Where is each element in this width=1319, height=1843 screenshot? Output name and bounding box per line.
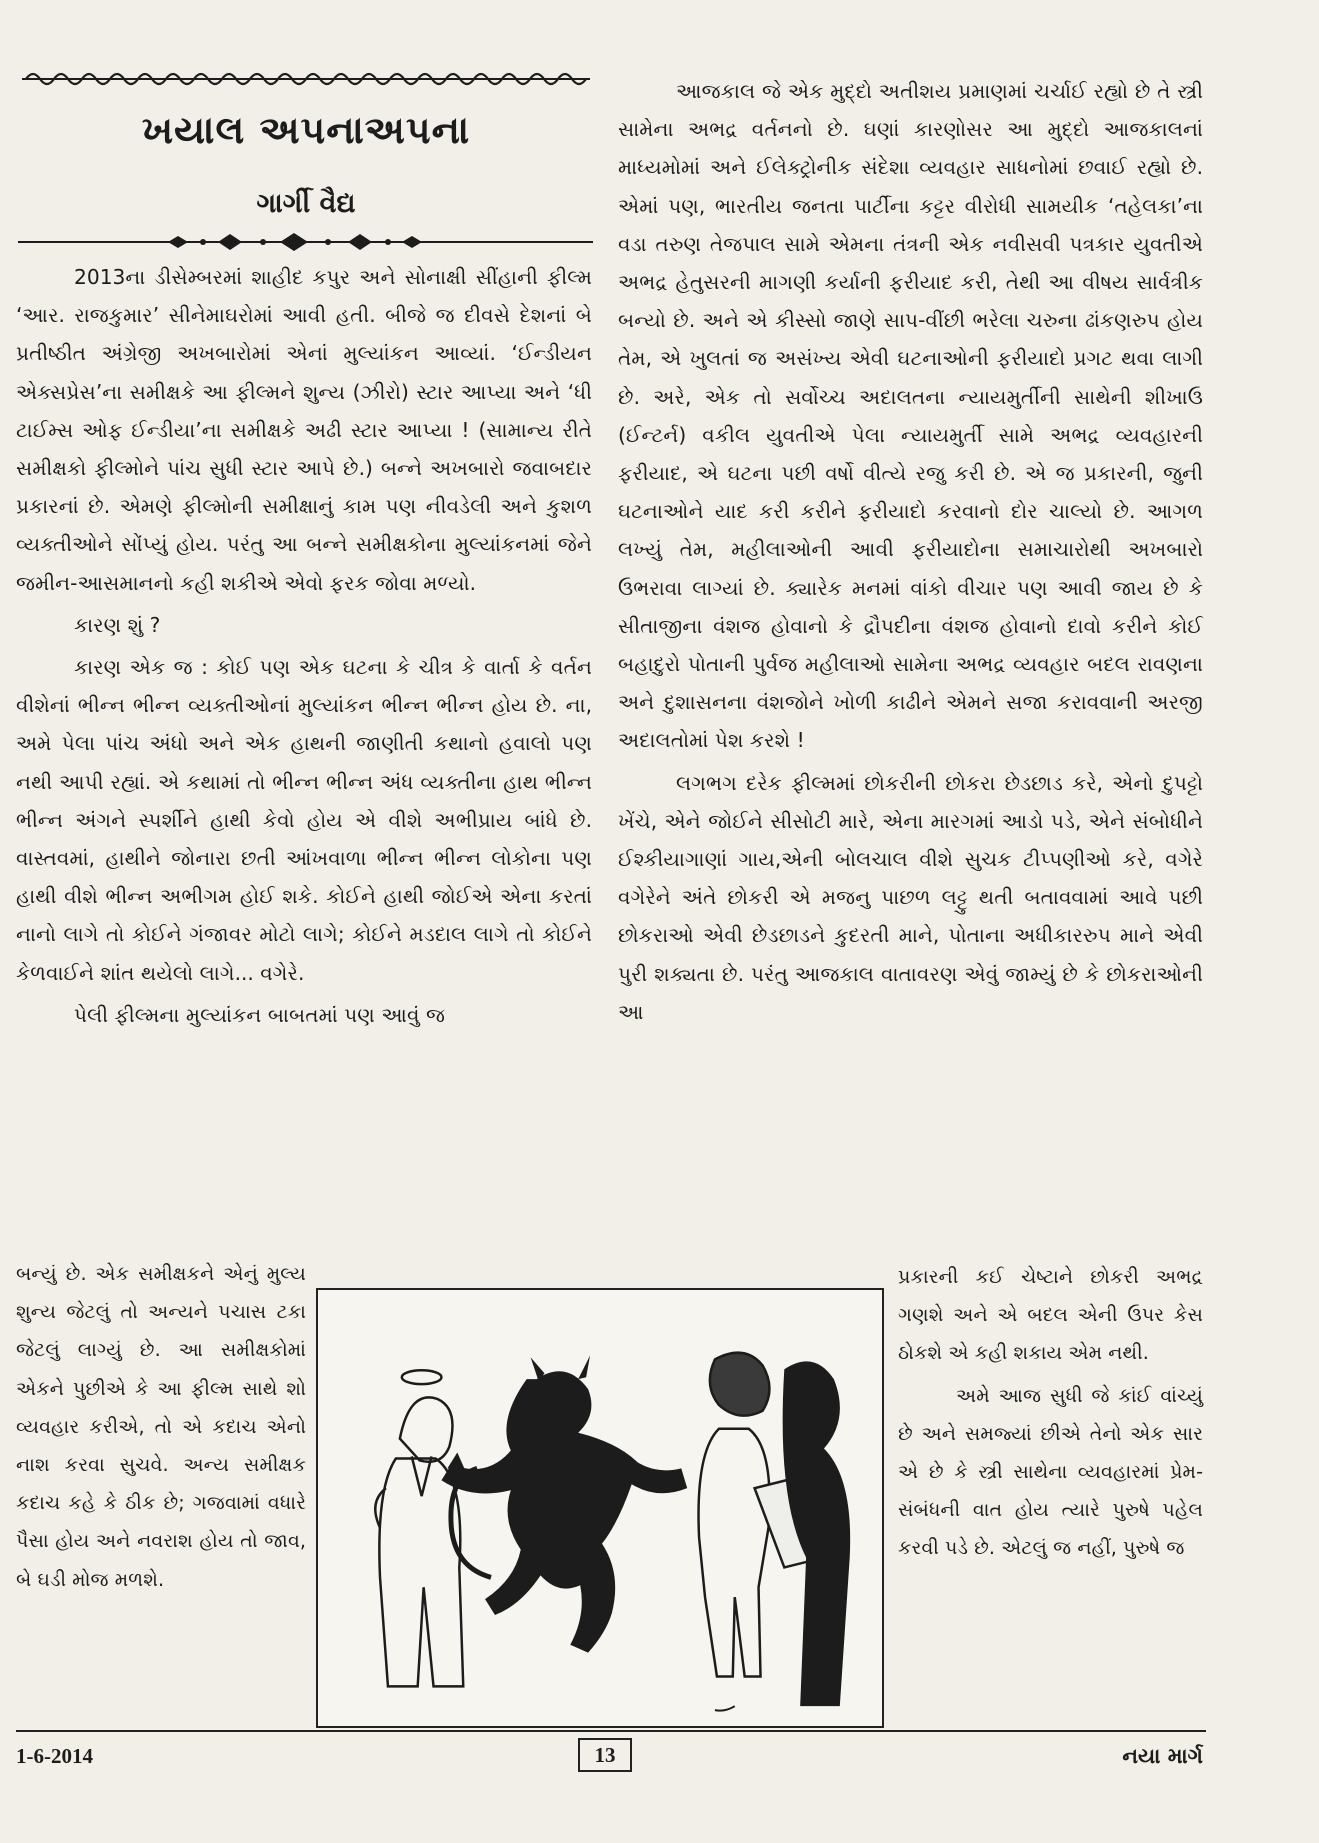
paragraph-films: લગભગ દરેક ફીલ્મમાં છોકરીની છોકરા છેડછાડ કરે, એનો દુપટ્ટો ખેંચે, એને જોઈને સીસોટી મારે, એના મારગમાં આડો પડે, એને સંબોધીને ઈશ્કીયાગાણાં ગાય,એની બોલચાલ વીશે સુચક ટીપ્પણીઓ કરે, વગેરે વગેરેને અંતે છોકરી એ મજનુ પાછળ લટ્ટુ થતી બતાવવામાં આવે પછી છોકરાઓ એવી છેડછાડને કુદરતી માને, પોતાના અધીકારરુપ માને એવી પુરી શક્યતા છે. પરંતુ આજકાલ વાતાવરણ એવું જામ્યું છે કે છોકરાઓની આ: [618, 770, 1203, 1024]
paragraph-reason: કારણ એક જ : કોઈ પણ એક ઘટના કે ચીત્ર કે વાર્તા કે વર્તન વીશેનાં ભીન્ન ભીન્ન વ્યક્તીઓનાં મુલ્યાંકન ભીન્ન ભીન્ન હોય છે. ના, અમે પેલા પાંચ અંધો અને એક હાથની જાણીતી કથાનો હવાલો પણ નથી આપી રહ્યાં. એ કથામાં તો ભીન્ન ભીન્ન અંધ વ્યક્તીના હાથ ભીન્ન ભીન્ન અંગને સ્પર્શીને હાથી કેવો હોય એ વીશે અભીપ્રાય બાંધે છે. વાસ્તવમાં, હાથીને જોનારા છતી આંખવાળા ભીન્ન ભીન્ન લોકોના પણ હાથી વીશે ભીન્ન અભીગમ હોઈ શકે. કોઈને હાથી જોઈએ એના કરતાં નાનો લાગે તો કોઈને ગંજાવર મોટો લાગે; કોઈને મડદાલ લાગે તો કોઈને કેળવાઈને શાંત થયેલો લાગે... વગેરે.: [16, 655, 592, 985]
article-author: ગાર્ગી વૈદ્ય: [256, 188, 356, 219]
issue-date: 1-6-2014: [16, 1744, 93, 1768]
right-column-text: [618, 72, 1203, 1031]
paragraph-question: કારણ શું ?: [74, 612, 161, 637]
decorative-scroll-border: [22, 68, 590, 90]
paragraph-film-lead: પેલી ફીલ્મના મુલ્યાંકન બાબતમાં પણ આવું જ: [74, 1002, 446, 1027]
cartoon-drawing: [318, 1290, 882, 1726]
left-narrow-text: [16, 1255, 306, 1599]
article-title: ખયાલ અપનાઅપના: [141, 108, 471, 152]
ornamental-divider: [18, 230, 593, 254]
page-number: 13: [578, 1738, 632, 1772]
right-narrow-text: [898, 1258, 1203, 1568]
footer-rule: [16, 1730, 1206, 1732]
paragraph-critics: બન્યું છે. એક સમીક્ષકને એનું મુલ્ય શુન્ય જેટલું તો અન્યને પચાસ ટકા જેટલું લાગ્યું છે. આ સમીક્ષકોમાં એકને પુછીએ કે આ ફીલ્મ સાથે શો વ્યવહાર કરીએ, તો એ કદાચ એનો નાશ કરવા સુચવે. અન્ય સમીક્ષક કદાચ કહે કે ઠીક છે; ગજવામાં વધારે પૈસા હોય અને નવરાશ હોય તો જાવ, બે ઘડી મોજ મળશે.: [16, 1262, 306, 1591]
paragraph-intro: 2013ના ડીસેમ્બરમાં શાહીદ કપુર અને સોનાક્ષી સીંહાની ફીલ્મ ‘આર. રાજકુમાર’ સીનેમાઘરોમાં આવી હતી. બીજે જ દીવસે દેશનાં બે પ્રતીષ્ઠીત અંગ્રેજી અખબારોમાં એનાં મુલ્યાંકન આવ્યાં. ‘ઈન્ડીયન એક્સપ્રેસ’ના સમીક્ષકે આ ફીલ્મને શુન્ય (ઝીરો) સ્ટાર આપ્યા અને ‘ધી ટાઈમ્સ ઓફ ઈન્ડીયા’ના સમીક્ષકે અઢી સ્ટાર આપ્યા ! (સામાન્ય રીતે સમીક્ષકો ફીલ્મોને પાંચ સુધી સ્ટાર આપે છે.) બન્ને અખબારો જવાબદાર પ્રકારનાં છે. એમણે ફીલ્મોની સમીક્ષાનું કામ પણ નીવડેલી અને કુશળ વ્યક્તીઓને સોંપ્યું હોય. પરંતુ આ બન્ને સમીક્ષકોના મુલ્યાંકનમાં જેને જમીન-આસમાનનો કહી શકીએ એવો ફરક જોવા મળ્યો.: [16, 265, 592, 595]
cartoon-illustration: [316, 1288, 884, 1728]
paragraph-gesture: પ્રકારની કઈ ચેષ્ટાને છોકરી અભદ્ર ગણશે અને એ બદલ એની ઉપર કેસ ઠોકશે એ કહી શકાય એમ નથી.: [898, 1265, 1203, 1365]
paragraph-conclusion: અમે આજ સુધી જે કાંઈ વાંચ્યું છે અને સમજ્યાં છીએ તેનો એક સાર એ છે કે સ્ત્રી સાથેના વ્યવહારમાં પ્રેમ-સંબંધની વાત હોય ત્યારે પુરુષે પહેલ કરવી પડે છે. એટલું જ નહીં, પુરુષે જ: [898, 1383, 1203, 1560]
paragraph-harassment: આજકાલ જે એક મુદ્દો અતીશય પ્રમાણમાં ચર્ચાઈ રહ્યો છે તે સ્ત્રી સામેના અભદ્ર વર્તનનો છે. ઘણાં કારણોસર આ મુદ્દો આજકાલનાં માધ્યમોમાં અને ઈલેક્ટ્રોનીક સંદેશા વ્યવહાર સાધનોમાં છવાઈ રહ્યો છે. એમાં પણ, ભારતીય જનતા પાર્ટીના કટ્ટર વીરોધી સામયીક ‘તહેલકા’ના વડા તરુણ તેજપાલ સામે એમના તંત્રની એક નવીસવી પત્રકાર યુવતીએ અભદ્ર હેતુસરની માગણી કર્યાની ફરીયાદ કરી, તેથી આ વીષય સાર્વત્રીક બન્યો છે. અને એ કીસ્સો જાણે સાપ-વીંછી ભરેલા ચરુના ઢાંકણરુપ હોય તેમ, એ ખુલતાં જ અસંખ્ય એવી ઘટનાઓની ફરીયાદો પ્રગટ થવા લાગી છે. અરે, એક તો સર્વોચ્ચ અદાલતના ન્યાયમુર્તીની સાથેની શીખાઉ (ઈન્ટર્ન) વકીલ યુવતીએ પેલા ન્યાયમુર્તી સામે અભદ્ર વ્યવહારની ફરીયાદ, એ ઘટના પછી વર્ષો વીત્યે રજુ કરી છે. એ જ પ્રકારની, જુની ઘટનાઓને યાદ કરી કરીને ફરીયાદો કરવાનો દોર ચાલ્યો છે. આગળ લખ્યું તેમ, મહીલાઓની આવી ફરીયાદોના સમાચારોથી અખબારો ઉભરાવા લાગ્યાં છે. ક્યારેક મનમાં વાંકો વીચાર પણ આવી જાય છે કે સીતાજીના વંશજ હોવાનો કે દ્રૌપદીના વંશજ હોવાનો દાવો કરીને કોઈ બહાદુરો પોતાની પુર્વજ મહીલાઓ સામેના અભદ્ર વ્યવહાર બદલ રાવણના અને દુશાસનના વંશજોને ખોળી કાઢીને એમને સજા કરાવવાની અરજી અદાલતોમાં પેશ કરશે !: [618, 79, 1203, 753]
left-column-text: [16, 258, 592, 1034]
magazine-name: નયા માર્ગ: [1122, 1744, 1203, 1768]
